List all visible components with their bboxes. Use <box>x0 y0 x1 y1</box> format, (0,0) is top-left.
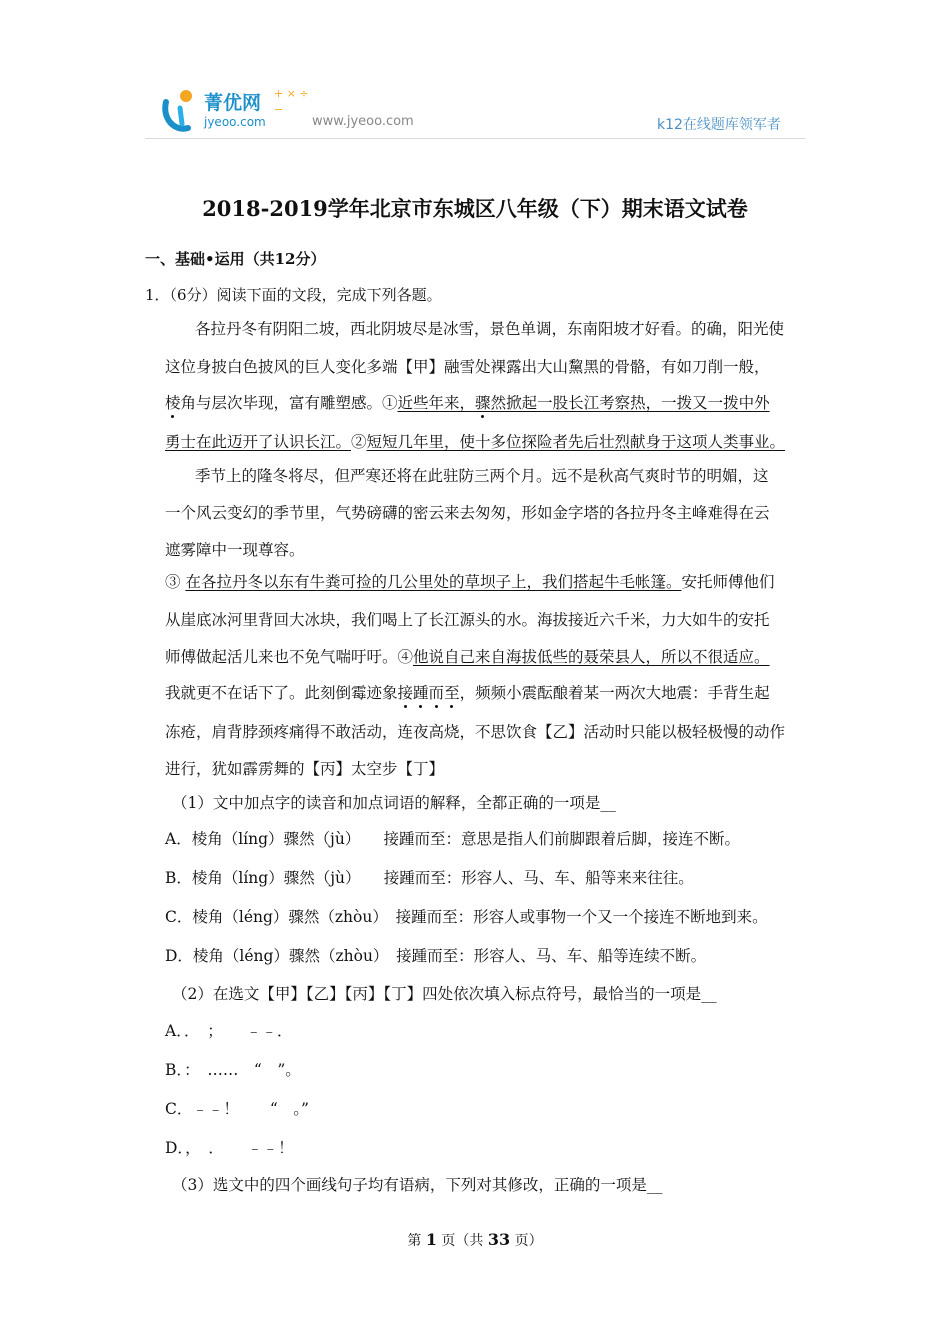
passage-line: 进行，犹如霹雳舞的【丙】太空步【丁】 <box>165 760 445 778</box>
passage-line: 我就更不在话下了。此刻倒霉迹象接踵而至，频频小震酝酿着某一两次大地震：手背生起 <box>165 684 770 702</box>
underlined-sentence-1: 近些年来，骤然掀起一股长江考察热，一拨又一拨中外 <box>397 394 770 412</box>
header-divider <box>145 138 805 139</box>
dotted-char: 棱 <box>165 394 181 412</box>
page-footer: 第 1 页（共 33 页） <box>407 1230 543 1249</box>
passage-line: 勇士在此迈开了认识长江。②短短几年里，使十多位探险者先后壮烈献身于这项人类事业。 <box>165 433 786 451</box>
underlined-sentence-4: 他说自己来自海拔低些的聂荣县人，所以不很适应。 <box>413 648 770 666</box>
section-heading: 一、基础•运用（共12分） <box>145 250 326 268</box>
page-total: 33 <box>487 1230 511 1249</box>
option-a[interactable]: A．． ； ﹣﹣． <box>165 1022 293 1040</box>
passage-line: 从崖底冰河里背回大冰块，我们喝上了长江源头的水。海拔接近六千米，力大如牛的安托 <box>165 611 770 629</box>
header-slogan: k12在线题库领军者 <box>657 117 781 133</box>
passage-line: 师傅做起活儿来也不免气喘吁吁。④他说自己来自海拔低些的聂荣县人，所以不很适应。 <box>165 648 770 666</box>
passage-line: 遮雾障中一现尊容。 <box>165 541 305 559</box>
option-a[interactable]: A．棱角（líng）骤然（jù） 接踵而至：意思是指人们前脚跟着后脚，接连不断。 <box>165 830 741 848</box>
option-c[interactable]: C．﹣﹣！ “ 。” <box>165 1100 309 1118</box>
underlined-sentence-3: 在各拉丹冬以东有牛粪可捡的几公里处的草坝子上，我们搭起牛毛帐篷。 <box>185 573 682 591</box>
passage-line: 棱角与层次毕现，富有雕塑感。①近些年来，骤然掀起一股长江考察热，一拨又一拨中外 <box>165 394 770 412</box>
option-c[interactable]: C．棱角（léng）骤然（zhòu） 接踵而至：形容人或事物一个又一个接连不断地到来。 <box>165 908 768 926</box>
passage-line: 冻疮，肩背脖颈疼痛得不敢活动，连夜高烧，不思饮食【乙】活动时只能以极轻极慢的动作 <box>165 723 786 741</box>
sub-question-1-stem: （1）文中加点字的读音和加点词语的解释，全都正确的一项是__ <box>172 794 616 812</box>
logo-domain: jyeoo.com <box>204 115 266 129</box>
passage-line: 季节上的隆冬将尽，但严寒还将在此驻防三两个月。远不是秋高气爽时节的明媚，这 <box>195 467 769 485</box>
jyeoo-logo <box>160 86 266 136</box>
option-b[interactable]: B．： …… “ ”。 <box>165 1061 301 1079</box>
passage-line: 一个风云变幻的季节里，气势磅礴的密云来去匆匆，形如金字塔的各拉丹冬主峰难得在云 <box>165 504 770 522</box>
option-d[interactable]: D．棱角（léng）骤然（zhòu） 接踵而至：形容人、马、车、船等连续不断。 <box>165 947 707 965</box>
logo-name: 菁优网 <box>204 92 262 114</box>
passage-line: 各拉丹冬有阴阳二坡，西北阴坡尽是冰雪，景色单调，东南阳坡才好看。的确，阳光使 <box>195 320 785 338</box>
site-url[interactable]: www.jyeoo.com <box>312 114 414 129</box>
exam-title: 2018-2019学年北京市东城区八年级（下）期末语文试卷 <box>202 196 748 221</box>
underlined-sentence-2: 短短几年里，使十多位探险者先后壮烈献身于这项人类事业。 <box>366 433 786 451</box>
passage-line: 这位身披白色披风的巨人变化多端【甲】融雪处裸露出大山黧黑的骨骼，有如刀削一般， <box>165 358 770 376</box>
sub-question-2-stem: （2）在选文【甲】【乙】【丙】【丁】四处依次填入标点符号，最恰当的一项是__ <box>172 985 717 1003</box>
passage-line: ③ 在各拉丹冬以东有牛粪可捡的几公里处的草坝子上，我们搭起牛毛帐篷。安托师傅他们 <box>165 573 775 591</box>
question-1-intro: 1．（6分）阅读下面的文段，完成下列各题。 <box>145 286 442 304</box>
option-b[interactable]: B．棱角（líng）骤然（jù） 接踵而至：形容人、马、车、船等来来往往。 <box>165 869 694 887</box>
math-ops-icon: + × ÷ − <box>274 87 309 116</box>
page-number: 1 <box>425 1230 437 1249</box>
sub-question-3-stem: （3）选文中的四个画线句子均有语病，下列对其修改，正确的一项是__ <box>172 1176 663 1194</box>
logo-person-icon <box>160 88 200 134</box>
option-d[interactable]: D．， ． ﹣﹣！ <box>165 1139 294 1157</box>
